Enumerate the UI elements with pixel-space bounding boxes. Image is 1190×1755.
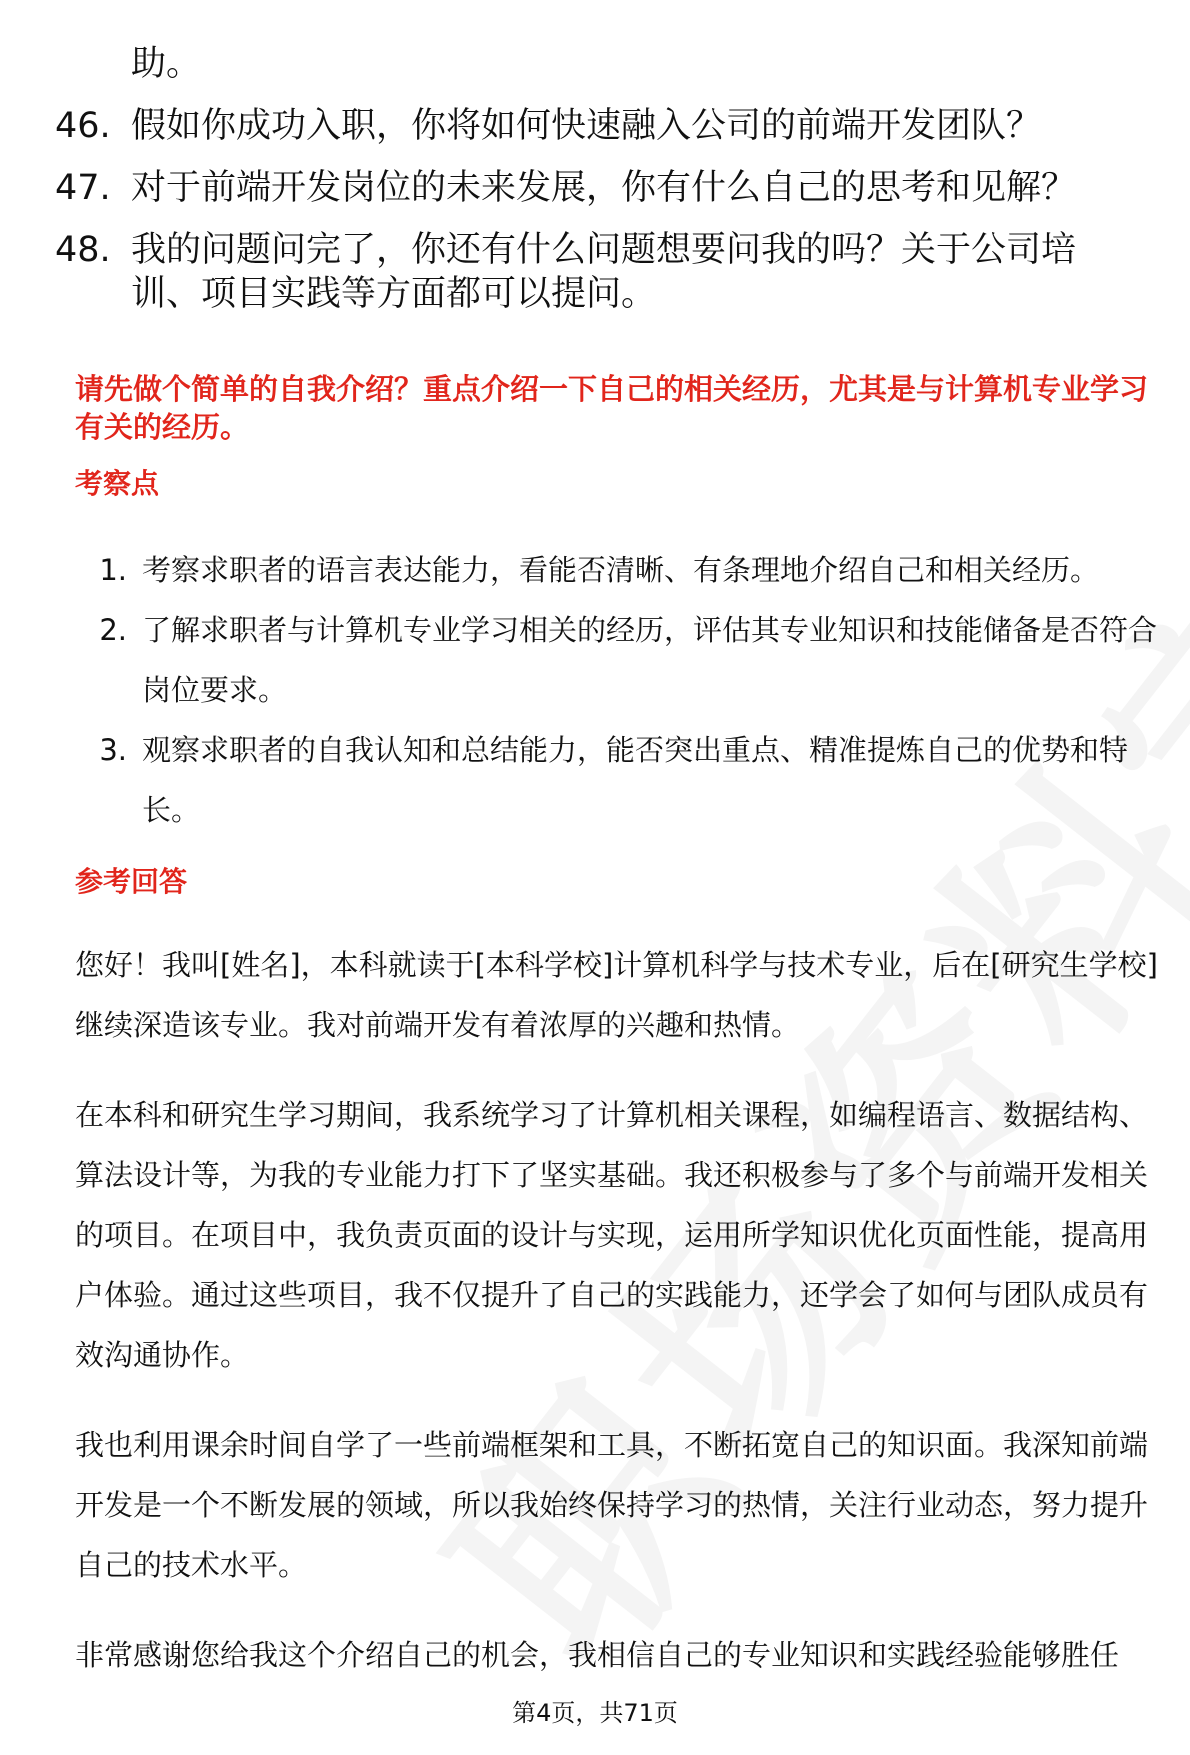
page-footer: 第4页，共71页 bbox=[512, 1699, 678, 1727]
focus-section-title: 考察点 bbox=[75, 467, 160, 500]
question-item bbox=[55, 166, 1155, 210]
focus-number: 1. bbox=[99, 553, 127, 587]
focus-item bbox=[75, 540, 1165, 600]
question-number: 47. bbox=[55, 168, 111, 208]
question-text: 对于前端开发岗位的未来发展，你有什么自己的思考和见解？ bbox=[131, 168, 1077, 208]
focus-item bbox=[75, 720, 1165, 840]
question-list bbox=[55, 42, 1155, 334]
focus-text: 了解求职者与计算机专业学习相关的经历，评估其专业知识和技能储备是否符合岗位要求。 bbox=[142, 613, 1158, 707]
question-item bbox=[55, 104, 1155, 148]
question-number: 46. bbox=[55, 106, 111, 146]
answer-section-title: 参考回答 bbox=[75, 865, 188, 898]
answer-paragraph: 您好！我叫[姓名]，本科就读于[本科学校]计算机科学与技术专业，后在[研究生学校]继续深造该专业。我对前端开发有着浓厚的兴趣和热情。 bbox=[75, 948, 1158, 1042]
main-question-heading: 请先做个简单的自我介绍？重点介绍一下自己的相关经历，尤其是与计算机专业学习有关的经历。 bbox=[75, 372, 1149, 444]
focus-item bbox=[75, 600, 1165, 720]
answer-paragraph: 我也利用课余时间自学了一些前端框架和工具，不断拓宽自己的知识面。我深知前端开发是一个不断发展的领域，所以我始终保持学习的热情，关注行业动态，努力提升自己的技术水平。 bbox=[75, 1428, 1149, 1582]
focus-text: 观察求职者的自我认知和总结能力，能否突出重点、精准提炼自己的优势和特长。 bbox=[142, 733, 1129, 827]
answer-paragraph: 非常感谢您给我这个介绍自己的机会，我相信自己的专业知识和实践经验能够胜任 bbox=[75, 1638, 1120, 1672]
answer-body bbox=[75, 935, 1165, 1715]
question-text: 我的问题问完了，你还有什么问题想要问我的吗？关于公司培训、项目实践等方面都可以提问。 bbox=[131, 230, 1077, 314]
question-continuation: 助。 bbox=[131, 44, 202, 84]
question-text: 假如你成功入职，你将如何快速融入公司的前端开发团队？ bbox=[131, 106, 1042, 146]
focus-number: 2. bbox=[99, 613, 127, 647]
focus-text: 考察求职者的语言表达能力，看能否清晰、有条理地介绍自己和相关经历。 bbox=[142, 553, 1100, 587]
answer-paragraph: 在本科和研究生学习期间，我系统学习了计算机相关课程，如编程语言、数据结构、算法设计等，为我的专业能力打下了坚实基础。我还积极参与了多个与前端开发相关的项目。在项目中，我负责页面的设计与实现，运用所学知识优化页面性能，提高用户体验。通过这些项目，我不仅提升了自己的实践能力，还学会了如何与团队成员有效沟通协作。 bbox=[75, 1098, 1149, 1372]
focus-list bbox=[75, 540, 1165, 840]
question-number: 48. bbox=[55, 230, 111, 270]
focus-number: 3. bbox=[99, 733, 127, 767]
question-item bbox=[55, 228, 1155, 316]
